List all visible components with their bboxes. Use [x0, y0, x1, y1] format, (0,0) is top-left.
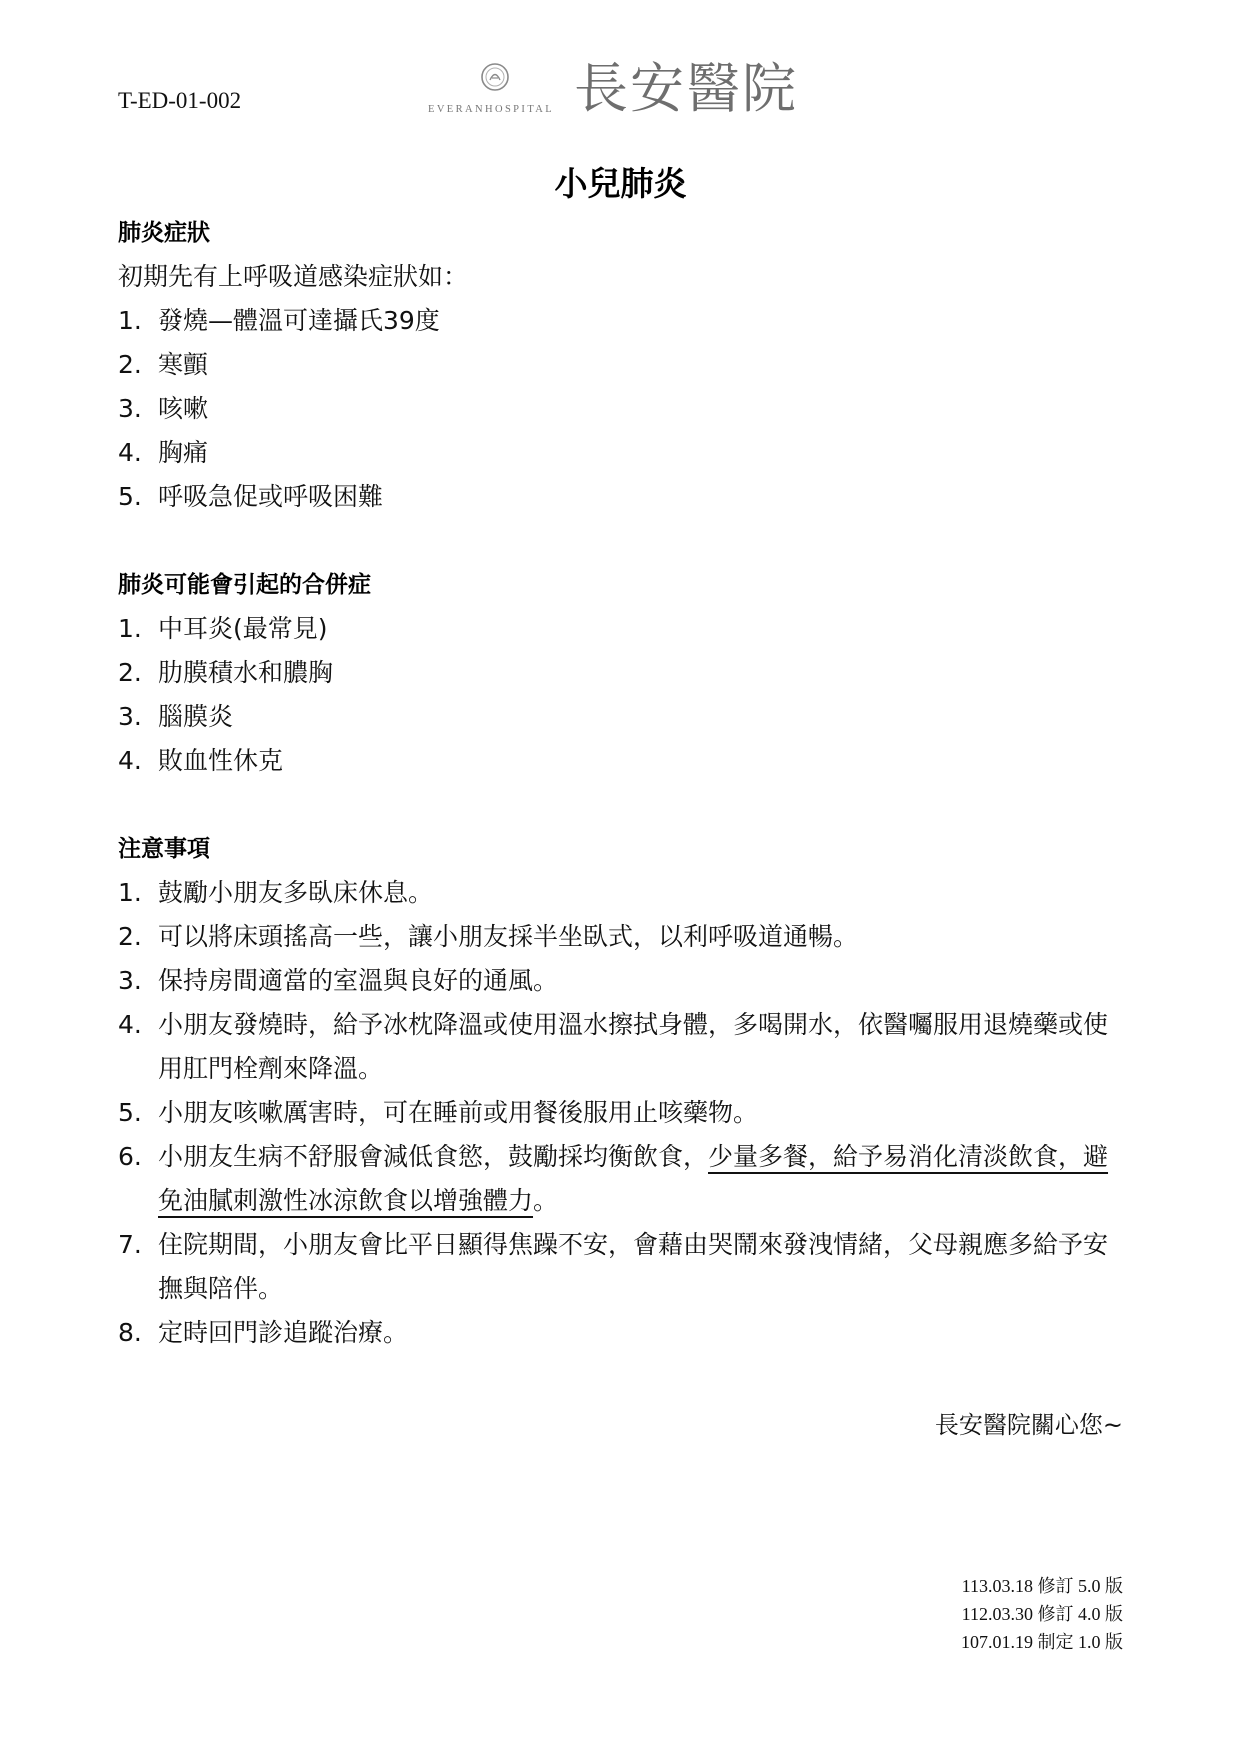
- list-item: 7. 住院期間，小朋友會比平日顯得焦躁不安，會藉由哭鬧來發洩情緒，父母親應多給予安撫與陪伴。: [118, 1230, 1109, 1303]
- list-item: 4. 小朋友發燒時，給予冰枕降溫或使用溫水擦拭身體，多喝開水，依醫囑服用退燒藥或使用肛門栓劑來降溫。: [118, 1010, 1109, 1083]
- hospital-logo: [428, 56, 828, 122]
- document-code: T-ED-01-002: [118, 88, 242, 113]
- list-item: 6. 小朋友生病不舒服會減低食慾，鼓勵採均衡飲食，少量多餐，給予易消化清淡飲食，避免油膩刺激性冰涼飲食以增強體力。: [118, 1142, 1109, 1215]
- list-item: 2. 寒顫: [118, 350, 209, 379]
- notes-heading: 注意事項: [118, 836, 210, 862]
- list-item: 4. 敗血性休克: [118, 746, 284, 775]
- symptoms-intro: 初期先有上呼吸道感染症狀如：: [118, 262, 469, 291]
- underlined-emphasis: 少量多餐，給予易消化清淡飲食，避免油膩刺激性冰涼飲食以增強體力: [158, 1142, 1109, 1215]
- list-item: 2. 可以將床頭搖高一些，讓小朋友採半坐臥式，以利呼吸道通暢。: [118, 922, 859, 951]
- page-title: 小兒肺炎: [554, 164, 687, 203]
- notes-section: [118, 828, 1128, 1355]
- list-item: 5. 小朋友咳嗽厲害時，可在睡前或用餐後服用止咳藥物。: [118, 1098, 759, 1127]
- revision-line: 112.03.30 修訂 4.0 版: [961, 1604, 1123, 1624]
- list-item: 1. 中耳炎(最常見): [118, 614, 328, 643]
- list-item: 8. 定時回門診追蹤治療。: [118, 1318, 409, 1347]
- symptoms-heading: 肺炎症狀: [118, 220, 210, 246]
- list-item: 2. 肋膜積水和膿胸: [118, 658, 334, 687]
- list-item: 3. 咳嗽: [118, 394, 209, 423]
- closing-message: 長安醫院關心您~: [934, 1411, 1123, 1439]
- logo-english-name: EVERANHOSPITAL: [428, 104, 555, 115]
- list-item: 1. 鼓勵小朋友多臥床休息。: [118, 878, 434, 907]
- revision-line: 113.03.18 修訂 5.0 版: [961, 1576, 1123, 1596]
- complications-section: [118, 564, 1128, 783]
- hospital-emblem-icon: [478, 60, 512, 94]
- revision-line: 107.01.19 制定 1.0 版: [961, 1632, 1123, 1652]
- logo-chinese-name: 長安醫院: [574, 57, 798, 120]
- list-item: 3. 保持房間適當的室溫與良好的通風。: [118, 966, 559, 995]
- list-item: 1. 發燒—體溫可達攝氏39度: [118, 306, 440, 335]
- list-item: 4. 胸痛: [118, 438, 209, 467]
- list-item: 5. 呼吸急促或呼吸困難: [118, 482, 384, 511]
- list-item: 3. 腦膜炎: [118, 702, 234, 731]
- symptoms-section: [118, 212, 1128, 519]
- revision-history: [961, 1572, 1123, 1656]
- complications-heading: 肺炎可能會引起的合併症: [118, 572, 371, 598]
